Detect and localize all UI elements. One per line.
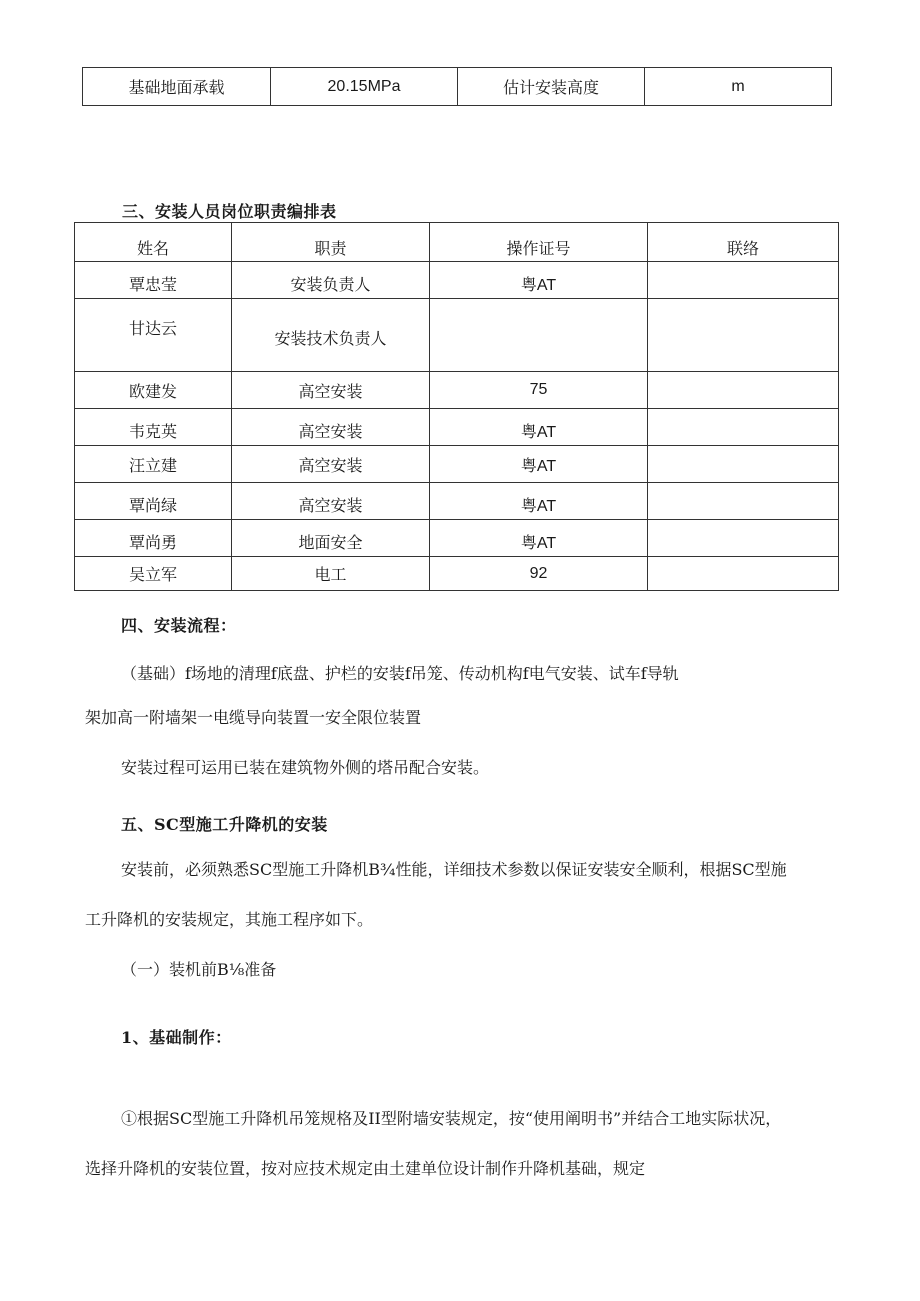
spec-label-install-height: 估计安装高度 <box>458 68 645 106</box>
spec-label-foundation-load: 基础地面承载 <box>83 68 271 106</box>
cell-name: 覃尚绿 <box>75 483 232 520</box>
staff-header-row <box>75 223 839 262</box>
cell-name: 覃尚勇 <box>75 520 232 557</box>
cell-cert: 粤AT <box>430 409 648 446</box>
cell-duty: 安装技术负责人 <box>232 299 430 372</box>
cell-cert: 92 <box>430 557 648 591</box>
cell-duty: 安装负责人 <box>232 262 430 299</box>
table-row <box>75 262 839 299</box>
spec-row <box>83 68 832 106</box>
spec-value-install-height: m <box>645 68 832 106</box>
cell-name: 覃忠莹 <box>75 262 232 299</box>
cell-contact <box>648 483 839 520</box>
item1-line-2: 选择升降机的安装位置，按对应技术规定由土建单位设计制作升降机基础，规定 <box>85 1159 646 1178</box>
cell-contact <box>648 557 839 591</box>
table-row <box>75 299 839 372</box>
intro-line-2: 工升降机的安装规定，其施工程序如下。 <box>85 910 374 929</box>
table-row <box>75 520 839 557</box>
cell-cert: 粤AT <box>430 446 648 483</box>
sub-title-prep: （一）装机前B⅛准备 <box>121 960 277 979</box>
cell-contact <box>648 520 839 557</box>
flow-line-1: （基础）f场地的清理f底盘、护栏的安装f吊笼、传动机构f电气安装、试车f导轨 <box>121 664 679 683</box>
intro-line-1: 安装前，必须熟悉SC型施工升降机B¾性能，详细技术参数以保证安装安全顺利，根据SC型施 <box>121 860 787 879</box>
cell-contact <box>648 262 839 299</box>
header-duty: 职责 <box>232 223 430 262</box>
cell-cert <box>430 299 648 372</box>
table-row <box>75 372 839 409</box>
table-row <box>75 557 839 591</box>
staff-table <box>74 222 839 591</box>
cell-contact <box>648 372 839 409</box>
flow-line-2: 架加高一附墙架一电缆导向装置一安全限位装置 <box>85 708 422 727</box>
cell-name: 甘达云 <box>75 299 232 372</box>
table-row <box>75 446 839 483</box>
section4-title: 四、安装流程： <box>121 616 237 635</box>
cell-contact <box>648 299 839 372</box>
header-name: 姓名 <box>75 223 232 262</box>
cell-name: 汪立建 <box>75 446 232 483</box>
item1-title: 1、基础制作： <box>121 1028 232 1047</box>
cell-duty: 高空安装 <box>232 409 430 446</box>
table-row <box>75 409 839 446</box>
cell-name: 韦克英 <box>75 409 232 446</box>
section5-title: 五、SC型施工升降机的安装 <box>121 815 328 834</box>
spec-value-foundation-load: 20.15MPa <box>271 68 458 106</box>
cell-duty: 高空安装 <box>232 483 430 520</box>
cell-cert: 粤AT <box>430 262 648 299</box>
section3-title: 三、安装人员岗位职责编排表 <box>122 202 337 221</box>
header-contact: 联络 <box>648 223 839 262</box>
spec-table <box>82 67 832 106</box>
cell-name: 欧建发 <box>75 372 232 409</box>
table-row <box>75 483 839 520</box>
cell-name: 吴立军 <box>75 557 232 591</box>
flow-note: 安装过程可运用已装在建筑物外侧的塔吊配合安装。 <box>121 758 490 777</box>
cell-cert: 粤AT <box>430 483 648 520</box>
cell-contact <box>648 446 839 483</box>
cell-cert: 粤AT <box>430 520 648 557</box>
cell-duty: 地面安全 <box>232 520 430 557</box>
header-cert: 操作证号 <box>430 223 648 262</box>
cell-duty: 电工 <box>232 557 430 591</box>
cell-cert: 75 <box>430 372 648 409</box>
cell-duty: 高空安装 <box>232 372 430 409</box>
cell-contact <box>648 409 839 446</box>
cell-duty: 高空安装 <box>232 446 430 483</box>
item1-line-1: ①根据SC型施工升降机吊笼规格及II型附墙安装规定，按“使用阐明书”并结合工地实际状况， <box>121 1109 782 1128</box>
